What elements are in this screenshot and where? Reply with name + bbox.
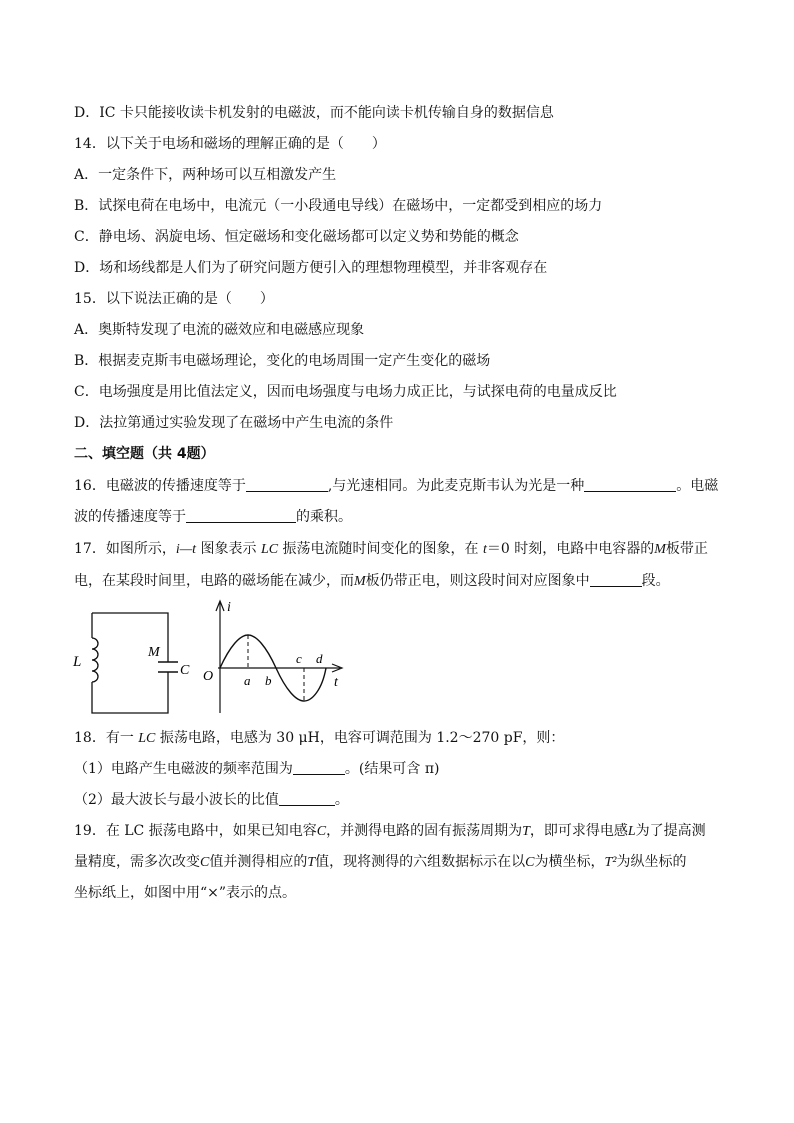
axis-label-i: i (227, 600, 231, 615)
circuit-wire-bottom (92, 672, 168, 713)
q19-c2: C (200, 855, 210, 870)
q17-line-1 (74, 540, 708, 559)
q17-i-t: i—t (175, 542, 197, 557)
section-fill-in-title: 二、填空题（共 4题） (74, 446, 215, 462)
q19-t-squared: T² (604, 855, 617, 870)
q14-option-c: C．静电场、涡旋电场、恒定磁场和变化磁场都可以定义势和势能的概念 (74, 229, 519, 245)
q19-t: T (522, 824, 530, 839)
label-c: C (180, 663, 190, 678)
q18-blank-2 (279, 791, 335, 806)
q17-m2: M (354, 574, 366, 589)
q16-line-2 (74, 508, 352, 526)
q19-line-2 (74, 853, 686, 872)
q16-text-3: 。电磁 (676, 478, 719, 494)
q17-text-8: 段。 (641, 573, 670, 589)
q17-text-1: 17．如图所示， (74, 541, 176, 557)
q16-blank-1 (246, 477, 328, 492)
q15-option-c: C．电场强度是用比值法定义，因而电场强度与电场力成正比，与试探电荷的电量成反比 (74, 384, 617, 400)
point-label-d: d (316, 651, 323, 666)
q16-blank-2 (584, 477, 676, 492)
q15-option-b: B．根据麦克斯韦电磁场理论，变化的电场周围一定产生变化的磁场 (74, 353, 491, 369)
q19-l: L (627, 824, 636, 839)
q19-c3: C (525, 855, 535, 870)
q15-option-d: D．法拉第通过实验发现了在磁场中产生电流的条件 (74, 415, 394, 431)
q19-line-3: 坐标纸上，如图中用“×”表示的点。 (74, 885, 297, 901)
q19-text-1: 19．在 LC 振荡电路中，如果已知电容 (74, 823, 317, 839)
q18-stem (74, 729, 564, 748)
q14-option-a: A．一定条件下，两种场可以互相激发产生 (74, 167, 337, 183)
q18-text-1: 18．有一 (74, 730, 139, 746)
q16-text-2: ,与光速相同。为此麦克斯韦认为光是一种 (327, 478, 585, 494)
q19-text-3: ，即可求得电感 (529, 823, 628, 839)
q17-text-6: 电，在某段时间里，电路的磁场能在减少，而 (74, 573, 354, 589)
q18-sub-1 (74, 760, 440, 778)
q17-text-4: ＝0 时刻，电路中电容器的 (486, 541, 655, 557)
q13-option-d: D．IC 卡只能接收读卡机发射的电磁波，而不能向读卡机传输自身的数据信息 (74, 105, 554, 121)
point-label-b: b (265, 673, 272, 688)
q19-text-7: 值，现将测得的六组数据标示在以 (315, 854, 526, 870)
origin-label-o: O (203, 669, 214, 684)
q14-option-b: B．试探电荷在电场中，电流元（一小段通电导线）在磁场中，一定都受到相应的场力 (74, 198, 603, 214)
q19-c: C (316, 824, 327, 839)
q18-lc: LC (138, 731, 156, 746)
q15-stem: 15．以下说法正确的是（ ） (74, 291, 274, 307)
q18-sub2-text: （2）最大波长与最小波长的比值 (74, 792, 279, 808)
q16-text-5: 的乘积。 (296, 509, 352, 525)
q19-text-8: 为横坐标， (534, 854, 605, 870)
q14-stem: 14．以下关于电场和磁场的理解正确的是（ ） (74, 136, 386, 152)
q17-lc: LC (260, 542, 279, 557)
lc-circuit-diagram (92, 613, 178, 713)
q16-blank-3 (186, 508, 296, 523)
q17-text-3: 振荡电流随时间变化的图象，在 (278, 541, 483, 557)
q15-option-a: A．奥斯特发现了电流的磁效应和电磁感应现象 (74, 322, 365, 338)
q16-text-4: 波的传播速度等于 (74, 509, 186, 525)
q18-blank-1 (293, 760, 345, 775)
q14-option-d: D．场和场线都是人们为了研究问题方便引入的理想物理模型，并非客观存在 (74, 260, 548, 276)
label-m: M (148, 645, 160, 660)
q17-blank (590, 572, 642, 587)
q19-text-6: 值并测得相应的 (209, 854, 308, 870)
q19-text-9: 为纵坐标的 (616, 854, 687, 870)
q18-text-2: 振荡电路，电感为 30 μH，电容可调范围为 1.2～270 pF，则： (155, 730, 565, 746)
lc-circuit-and-graph-figure (70, 595, 360, 717)
inductor-coil (92, 638, 98, 682)
q18-sub-2 (74, 791, 349, 809)
q17-text-5: 板带正 (665, 541, 708, 557)
label-l: L (73, 654, 82, 670)
q16-line-1 (74, 477, 718, 495)
axis-label-t: t (334, 675, 338, 690)
q19-t2: T (307, 855, 316, 870)
q18-sub2-tail: 。 (334, 792, 349, 808)
i-t-graph (216, 601, 342, 713)
q16-text-1: 16．电磁波的传播速度等于 (74, 478, 246, 494)
q19-text-4: 为了提高测 (635, 823, 706, 839)
q17-text-2: 图象表示 (196, 541, 261, 557)
q17-line-2 (74, 572, 670, 591)
point-label-a: a (244, 673, 251, 688)
q17-t: t (483, 542, 487, 557)
q17-m: M (654, 542, 666, 557)
q17-text-7: 板仍带正电，则这段时间对应图象中 (365, 573, 590, 589)
q18-sub1-text: （1）电路产生电磁波的频率范围为 (74, 761, 293, 777)
q19-text-5: 量精度，需多次改变 (74, 854, 200, 870)
point-label-c: c (296, 651, 302, 666)
q18-sub1-tail: 。(结果可含 π) (344, 761, 440, 777)
q19-line-1 (74, 822, 706, 841)
q19-text-2: ，并测得电路的固有振荡周期为 (326, 823, 523, 839)
